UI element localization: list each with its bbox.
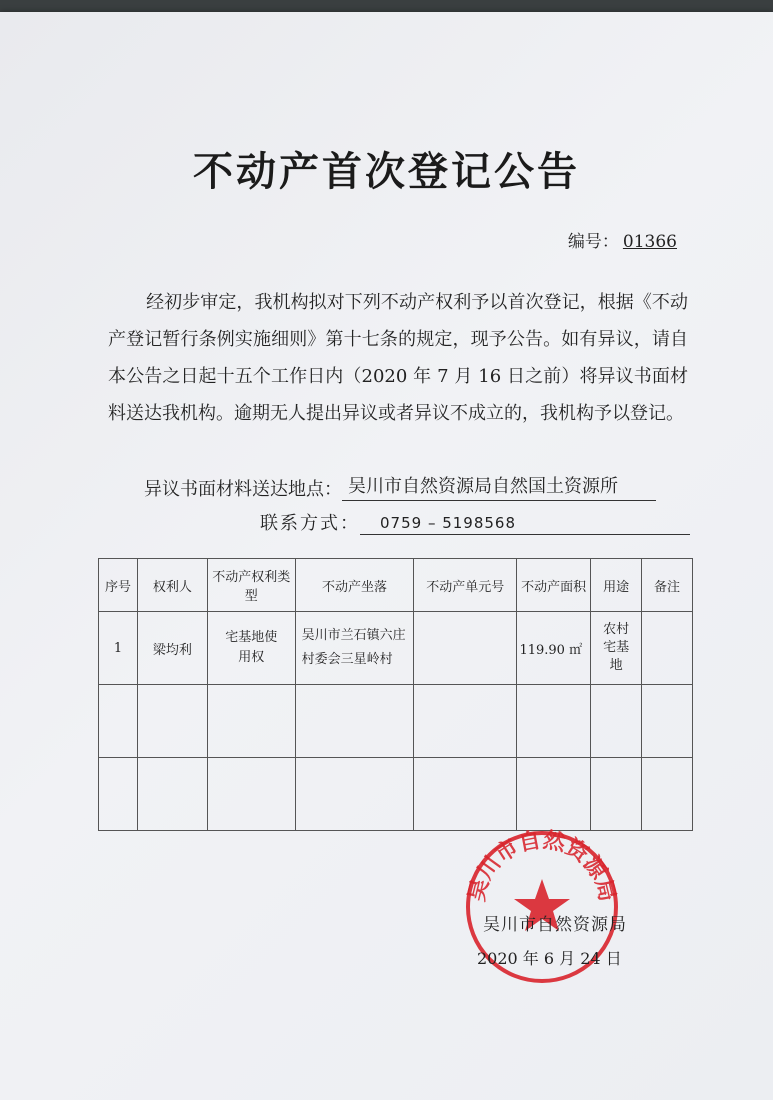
contact-value: 0759 – 5198568	[360, 514, 690, 535]
cell	[642, 612, 693, 685]
table-row	[99, 612, 693, 685]
objection-address-row	[144, 472, 656, 501]
cell	[207, 685, 295, 758]
cell: 宅基地使用权	[207, 612, 295, 685]
cell	[642, 758, 693, 831]
document-page	[0, 12, 773, 1100]
cell	[591, 758, 642, 831]
contact-row	[260, 509, 690, 535]
col-header: 权利人	[137, 559, 207, 612]
cell: 吴川市兰石镇六庄村委会三星岭村	[295, 612, 414, 685]
cell	[99, 758, 138, 831]
col-header: 不动产面积	[517, 559, 591, 612]
table-row	[99, 685, 693, 758]
cell	[414, 758, 517, 831]
col-header: 用途	[591, 559, 642, 612]
issue-date: 2020 年 6 月 24 日	[477, 949, 622, 968]
cell: 1	[99, 612, 138, 685]
body-paragraph: 经初步审定，我机构拟对下列不动产权利予以首次登记，根据《不动产登记暂行条例实施细则》第十七条的规定，现予公告。如有异议，请自本公告之日起十五个工作日内（2020 年 7 月 16 日之前）将异议书面材料送达我机构。逾期无人提出异议或者异议不成立的，我机构予以登记。	[108, 292, 688, 424]
announcement-body	[108, 284, 688, 432]
cell: 119.90 ㎡	[517, 612, 591, 685]
page-title: 不动产首次登记公告	[193, 148, 580, 195]
cell: 梁均利	[137, 612, 207, 685]
cell	[591, 685, 642, 758]
cell	[642, 685, 693, 758]
col-header: 不动产坐落	[295, 559, 414, 612]
cell: 农村宅基地	[591, 612, 642, 685]
seal-text: 吴川市自然资源局	[464, 827, 620, 904]
col-header: 不动产权利类型	[207, 559, 295, 612]
cell	[99, 685, 138, 758]
cell	[207, 758, 295, 831]
cell	[137, 758, 207, 831]
cell	[517, 758, 591, 831]
cell	[517, 685, 591, 758]
table-row	[99, 758, 693, 831]
contact-label: 联系方式：	[260, 513, 360, 534]
serial-label: 编号：	[567, 232, 619, 252]
col-header: 序号	[99, 559, 138, 612]
col-header: 不动产单元号	[414, 559, 517, 612]
cell	[137, 685, 207, 758]
cell	[295, 685, 414, 758]
address-label: 异议书面材料送达地点：	[144, 479, 342, 500]
serial-number	[568, 227, 677, 252]
cell	[295, 758, 414, 831]
registration-table	[98, 558, 693, 831]
col-header: 备注	[642, 559, 693, 612]
cell	[414, 612, 517, 685]
table-header-row	[99, 559, 693, 612]
address-value: 吴川市自然资源局自然国土资源所	[342, 472, 656, 501]
serial-value: 01366	[622, 232, 677, 252]
cell	[414, 685, 517, 758]
issuer-name: 吴川市自然资源局	[483, 915, 627, 935]
